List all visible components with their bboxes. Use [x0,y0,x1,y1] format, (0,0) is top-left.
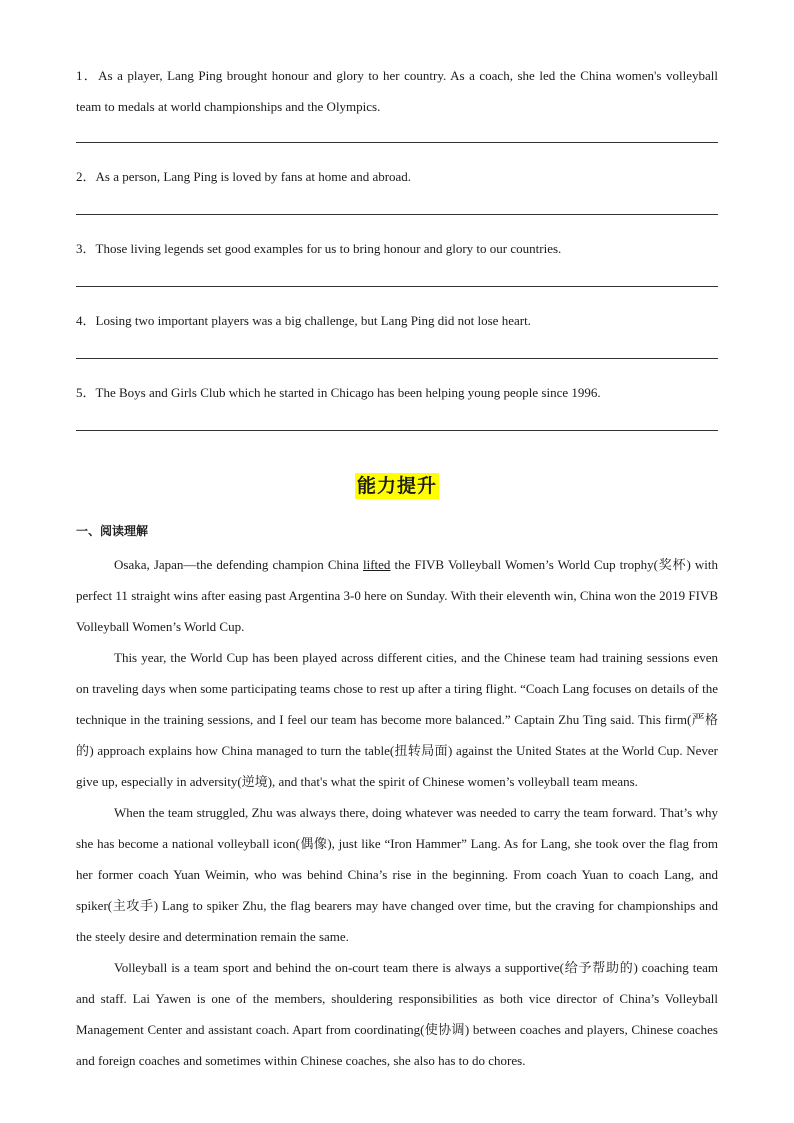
passage-paragraph-4: Volleyball is a team sport and behind the on-court team there is always a supportive(给予帮助的) coaching team and staff. Lai Yawen is one of the members, shouldering responsibilities as both vice director of China’s Volleyball Management Center and assistant coach. Apart from coordinating(使协调) between coaches and players, Chinese coaches and foreign coaches and sometimes within Chinese coaches, she also has to do chores. [76,960,718,1068]
translation-item-3 [76,233,718,264]
section-title-wrap [76,473,718,505]
item-text: The Boys and Girls Club which he started in Chicago has been helping young people since 1996. [95,385,601,400]
item-text: Losing two important players was a big challenge, but Lang Ping did not lose heart. [95,313,531,328]
section-title: 能力提升 [356,475,437,497]
answer-line-1[interactable] [76,142,718,143]
underlined-word: lifted [362,557,391,572]
document-page [76,0,718,1076]
item-number: 1． [76,68,99,83]
item-text: As a person, Lang Ping is loved by fans at home and abroad. [95,169,412,184]
translation-item-5 [76,377,718,408]
passage-paragraph-3: When the team struggled, Zhu was always there, doing whatever was needed to carry the team forward. That’s why she has become a national volleyball icon(偶像), just like “Iron Hammer” Lang. As for Lang, she took over the flag from her former coach Yuan Weimin, who was behind China’s rise in the beginning. From coach Yuan to coach Lang, and spiker(主攻手) Lang to spiker Zhu, the flag bearers may have changed over time, but the craving for championships and the steely desire and determination remain the same. [76,805,718,944]
reading-comprehension-heading: 一、阅读理解 [76,524,149,538]
item-number: 2． [76,169,96,184]
paragraph-text: the FIVB Volleyball Women’s World Cup trophy(奖杯) with perfect 11 straight wins after easing past Argentina 3-0 here on Sunday. With their eleventh win, China won the 2019 FIVB Volleyball Women’s World Cup. [76,557,718,634]
paragraph-text: Osaka, Japan—the defending champion China [114,557,363,572]
item-number: 5． [76,385,96,400]
passage-paragraph-1 [76,549,718,642]
answer-line-3[interactable] [76,286,718,287]
item-text: Those living legends set good examples for us to bring honour and glory to our countries. [95,241,562,256]
answer-line-4[interactable] [76,358,718,359]
translation-item-1 [76,60,718,122]
item-text: As a player, Lang Ping brought honour and glory to her country. As a coach, she led the China women's volleyball team to medals at world championships and the Olympics. [76,68,718,114]
item-number: 4． [76,313,96,328]
item-number: 3． [76,241,96,256]
translation-item-2 [76,161,718,192]
translation-item-4 [76,305,718,336]
answer-line-5[interactable] [76,430,718,431]
passage-paragraph-2: This year, the World Cup has been played across different cities, and the Chinese team had training sessions even on traveling days when some participating teams chose to rest up after a tiring flight. “Coach Lang focuses on details of the technique in the training sessions, and I feel our team has become more balanced.” Captain Zhu Ting said. This firm(严格的) approach explains how China managed to turn the table(扭转局面) against the United States at the World Cup. Never give up, especially in adversity(逆境), and that's what the spirit of Chinese women’s volleyball team means. [76,650,718,789]
answer-line-2[interactable] [76,214,718,215]
